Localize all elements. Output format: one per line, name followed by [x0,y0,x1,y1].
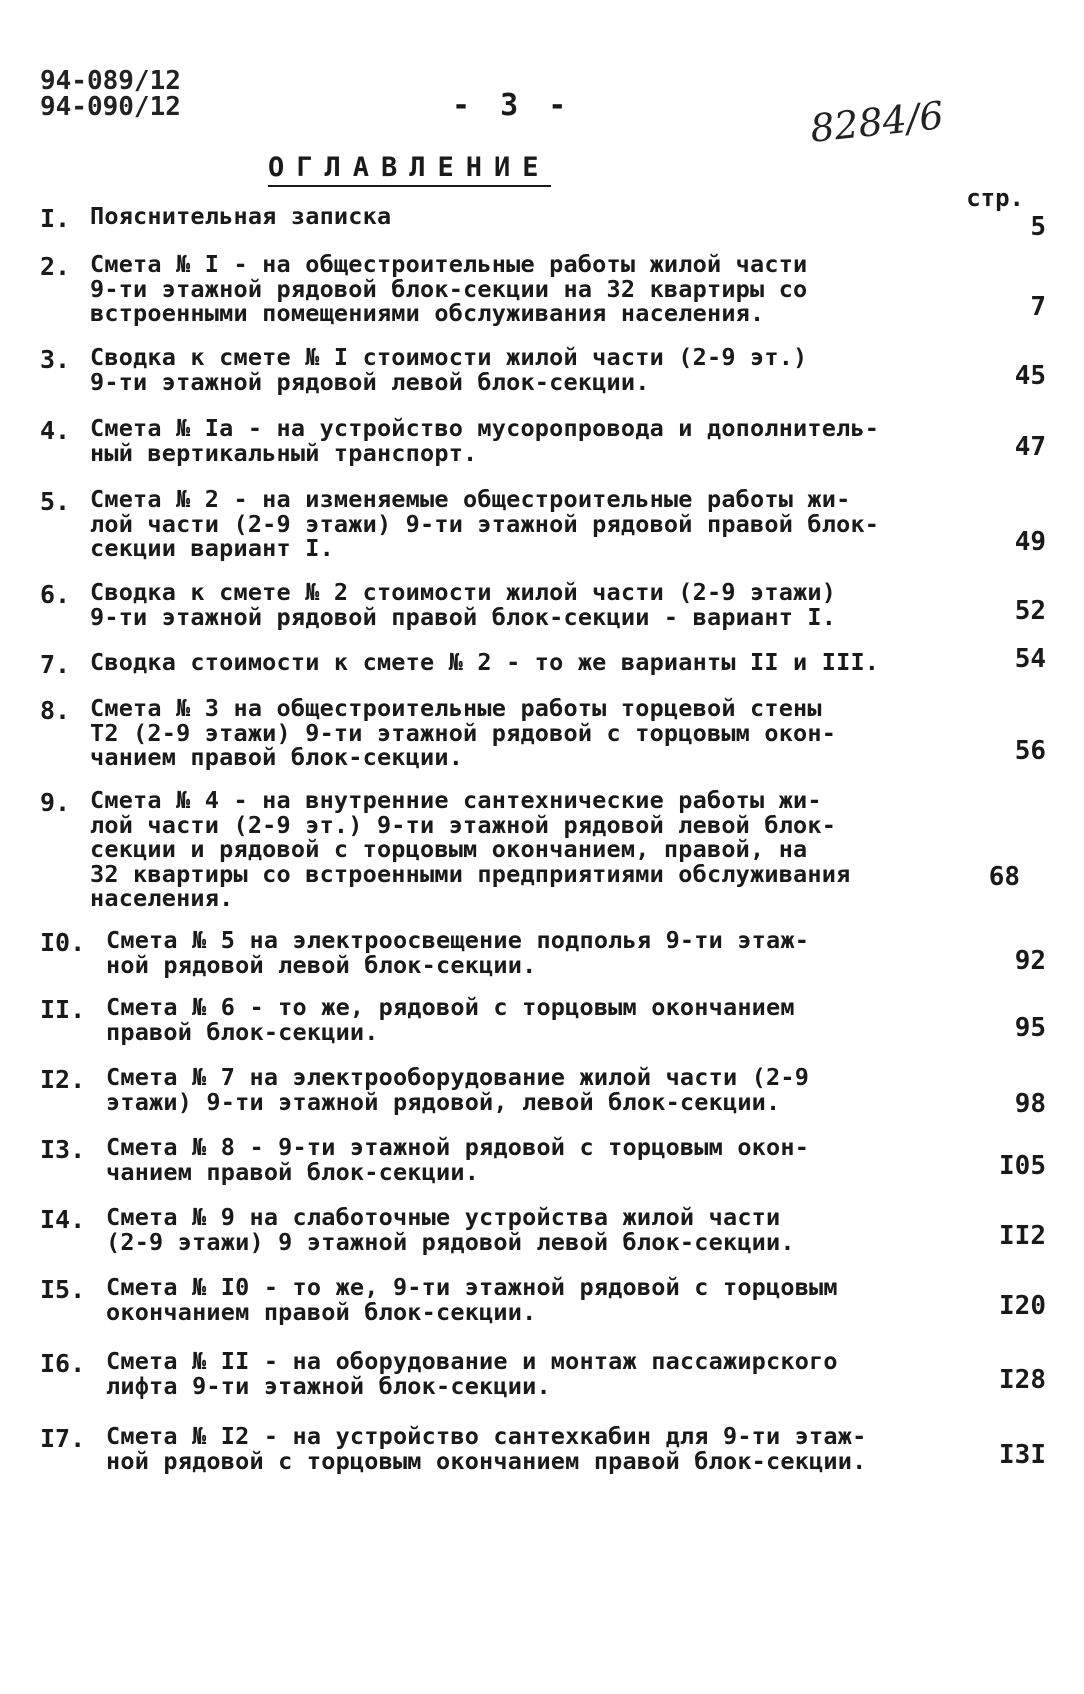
entry-number: I. [40,204,71,233]
entry-page: 52 [1014,596,1046,626]
entry-number: I6. [40,1349,86,1378]
registration-number-1: 94-089/12 [40,66,181,96]
page-number: - 3 - [452,88,573,123]
entry-page: I05 [999,1151,1046,1181]
entry-number: I0. [40,928,86,957]
entry-text: Сводка к смете № I стоимости жилой части (2-9 эт.) 9-ти этажной рядовой левой блок-секции. [90,343,808,396]
entry-page: 5 [1030,212,1046,242]
entry-text: Смета № 9 на слаботочные устройства жилой части (2-9 этажи) 9 этажной рядовой левой блок-секции. [106,1203,795,1256]
entry-number: I3. [40,1135,86,1164]
archive-number: 8284/6 [808,93,946,151]
entry-page: 45 [1014,361,1046,391]
entry-text: Смета № 3 на общестроительные работы торцевой стены Т2 (2-9 этажи) 9-ти этажной рядовой с торцовым окон- чанием правой блок-секции. [90,694,837,771]
page-column-label: стр. [966,184,1024,212]
entry-page: 92 [1014,946,1046,976]
registration-number-2: 94-090/12 [40,92,181,122]
entry-text: Смета № 5 на электроосвещение подполья 9-ти этаж- ной рядовой левой блок-секции. [106,926,810,979]
entry-page: 56 [1014,736,1046,766]
entry-number: I5. [40,1275,86,1304]
entry-page: I3I [999,1440,1046,1470]
entry-text: Смета № 7 на электрооборудование жилой части (2-9 этажи) 9-ти этажной рядовой, левой блок-секции. [106,1063,810,1116]
entry-page: 7 [1030,292,1046,322]
entry-text: Сводка стоимости к смете № 2 - то же варианты II и III. [90,648,880,676]
entry-number: 3. [40,345,71,374]
entry-number: 8. [40,696,71,725]
entry-text: Смета № Iа - на устройство мусоропровода и дополнитель- ный вертикальный транспорт. [90,414,880,467]
entry-page: I28 [999,1365,1046,1395]
entry-text: Смета № II - на оборудование и монтаж пассажирского лифта 9-ти этажной блок-секции. [106,1347,838,1400]
entry-number: I7. [40,1424,86,1453]
entry-page: I20 [999,1291,1046,1321]
entry-page: 68 [988,862,1020,892]
entry-number: 6. [40,580,71,609]
entry-text: Смета № I - на общестроительные работы жилой части 9-ти этажной рядовой блок-секции на 32 квартиры со встроенными помещениями обслуживания населения. [90,250,808,327]
entry-text: Смета № 2 - на изменяемые общестроительные работы жи- лой части (2-9 этажи) 9-ти этажной рядовой правой блок- секции вариант I. [90,485,880,562]
entry-text: Сводка к смете № 2 стоимости жилой части (2-9 этажи) 9-ти этажной рядовой правой блок-секции - вариант I. [90,578,837,631]
entry-text: Смета № I2 - на устройство сантехкабин для 9-ти этаж- ной рядовой с торцовым окончанием правой блок-секции. [106,1422,867,1475]
entry-text: Пояснительная записка [90,202,392,230]
entry-number: I4. [40,1205,86,1234]
entry-number: 9. [40,788,71,817]
entry-number: II. [40,995,86,1024]
entry-page: 95 [1014,1013,1046,1043]
entry-text: Смета № I0 - то же, 9-ти этажной рядовой с торцовым окончанием правой блок-секции. [106,1273,838,1326]
entry-page: 54 [1014,644,1046,674]
entry-number: I2. [40,1065,86,1094]
entry-number: 2. [40,252,71,281]
entry-page: 47 [1014,432,1046,462]
entry-number: 4. [40,416,71,445]
entry-text: Смета № 8 - 9-ти этажной рядовой с торцовым окон- чанием правой блок-секции. [106,1133,810,1186]
entry-page: 49 [1014,527,1046,557]
entry-text: Смета № 4 - на внутренние сантехнические работы жи- лой части (2-9 эт.) 9-ти этажной рядовой левой блок- секции и рядовой с торцовым окончанием, правой, на 32 квартиры со встроенными предприятиями обслуживания населения. [90,786,851,912]
entry-number: 5. [40,487,71,516]
entry-page: II2 [999,1221,1046,1251]
entry-page: 98 [1014,1089,1046,1119]
page-title: ОГЛАВЛЕНИЕ [268,152,551,187]
entry-number: 7. [40,650,71,679]
entry-text: Смета № 6 - то же, рядовой с торцовым окончанием правой блок-секции. [106,993,795,1046]
